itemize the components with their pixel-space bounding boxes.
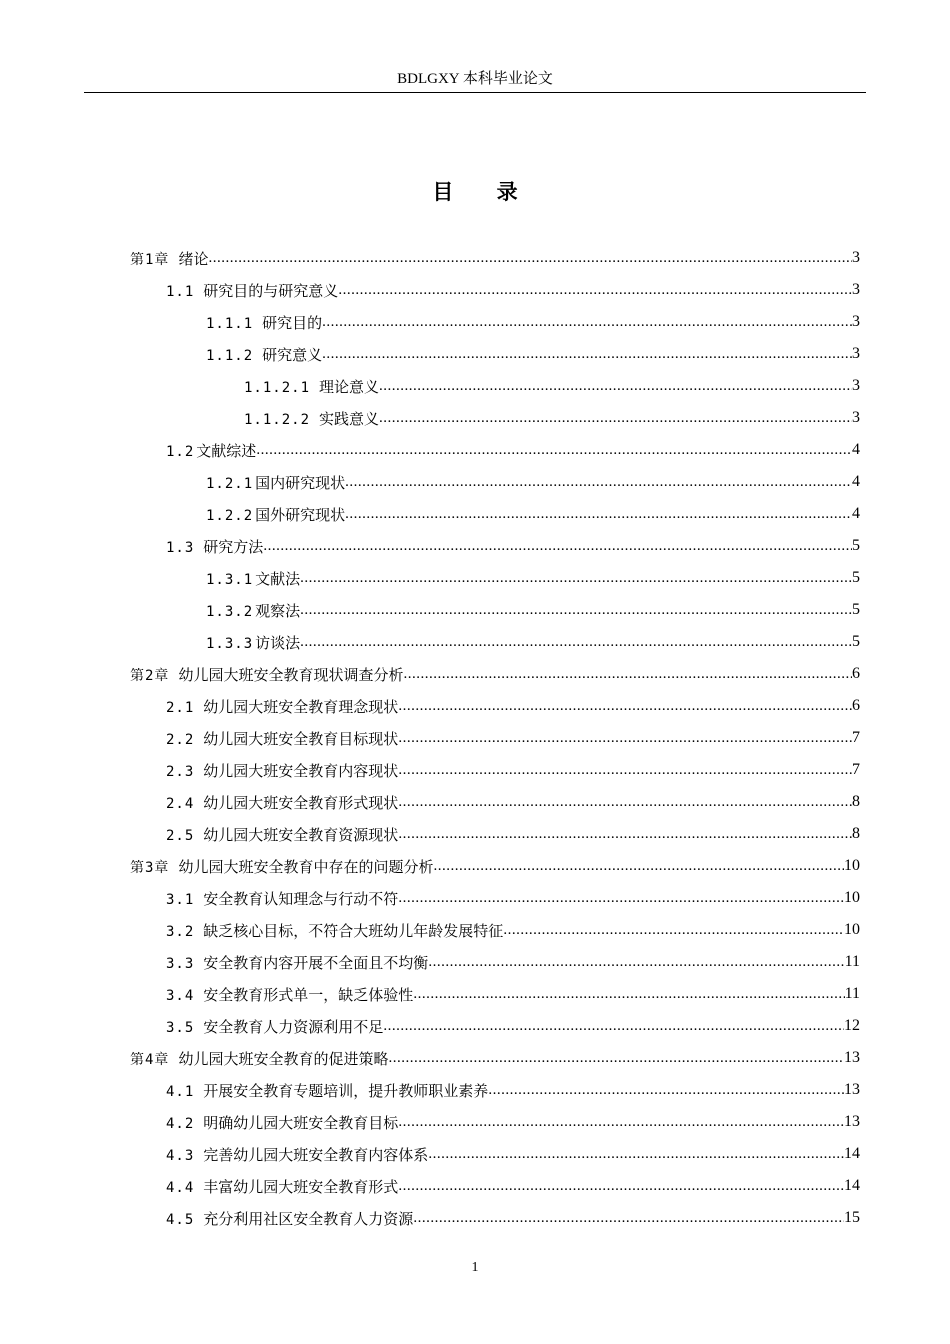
toc-entry-number: 2.2 (166, 731, 195, 748)
toc-entry-number: 第1章 (130, 251, 170, 268)
toc-dot-leader (428, 1146, 844, 1163)
toc-entry-label (166, 696, 398, 717)
toc-entry[interactable] (166, 1138, 860, 1170)
toc-dot-leader (403, 666, 852, 683)
toc-entry[interactable] (166, 434, 860, 466)
toc-entry-label (206, 472, 345, 493)
toc-entry-number: 1.1 (166, 283, 195, 300)
toc-entry-page: 5 (852, 633, 860, 650)
toc-entry[interactable] (166, 530, 860, 562)
toc-entry-page: 3 (852, 281, 860, 298)
toc-entry-page: 3 (852, 409, 860, 426)
toc-entry-page: 3 (852, 313, 860, 330)
toc-entry-page: 14 (844, 1145, 860, 1162)
toc-entry-label (206, 568, 300, 589)
toc-entry-label (166, 280, 338, 301)
toc-entry-text: 安全教育人力资源利用不足 (203, 1017, 384, 1036)
toc-entry-label (244, 376, 379, 397)
toc-entry-text: 丰富幼儿园大班安全教育形式 (203, 1177, 399, 1196)
toc-entry[interactable] (166, 1010, 860, 1042)
toc-entry-label (166, 888, 398, 909)
toc-entry-number: 1.1.1 (206, 315, 254, 332)
toc-entry-text: 文献综述 (196, 441, 257, 460)
toc-dot-leader (503, 922, 844, 939)
toc-dot-leader (398, 1178, 844, 1195)
toc-entry-number: 3.5 (166, 1019, 195, 1036)
toc-entry-page: 4 (852, 505, 860, 522)
toc-entry-label (166, 792, 398, 813)
toc-entry[interactable] (166, 1202, 860, 1234)
toc-entry-text: 充分利用社区安全教育人力资源 (203, 1209, 414, 1228)
toc-entry[interactable] (206, 594, 860, 626)
toc-entry[interactable] (166, 722, 860, 754)
toc-entry[interactable] (166, 818, 860, 850)
toc-entry-number: 1.2.1 (206, 475, 254, 492)
toc-entry-page: 11 (844, 953, 860, 970)
toc-entry-number: 第2章 (130, 667, 170, 684)
toc-entry-page: 5 (852, 537, 860, 554)
toc-entry-label (166, 1176, 398, 1197)
toc-entry[interactable] (244, 402, 860, 434)
toc-entry-label (166, 760, 398, 781)
toc-entry-number: 1.2.2 (206, 507, 254, 524)
toc-entry-page: 13 (844, 1113, 860, 1130)
toc-entry-page: 4 (852, 473, 860, 490)
toc-entry-text: 安全教育认知理念与行动不符 (203, 889, 399, 908)
toc-entry-text: 研究意义 (262, 345, 323, 364)
toc-dot-leader (413, 986, 844, 1003)
toc-title: 目 录 (432, 180, 536, 204)
toc-entry-label (166, 728, 398, 749)
toc-entry-label (166, 920, 503, 941)
toc-entry-text: 安全教育内容开展不全面且不均衡 (203, 953, 429, 972)
toc-entry-text: 幼儿园大班安全教育的促进策略 (178, 1049, 389, 1068)
toc-entry-number: 3.4 (166, 987, 195, 1004)
toc-entry-label (206, 312, 322, 333)
toc-dot-leader (345, 506, 852, 523)
toc-entry-text: 幼儿园大班安全教育形式现状 (203, 793, 399, 812)
toc-entry-label (166, 1080, 488, 1101)
toc-entry-page: 6 (852, 697, 860, 714)
toc-entry-number: 4.3 (166, 1147, 195, 1164)
toc-dot-leader (398, 890, 844, 907)
toc-entry-page: 12 (844, 1017, 860, 1034)
toc-entry-number: 2.1 (166, 699, 195, 716)
toc-entry-text: 理论意义 (319, 377, 380, 396)
toc-entry[interactable] (206, 338, 860, 370)
toc-entry-page: 10 (844, 889, 860, 906)
toc-entry-label (166, 1144, 428, 1165)
toc-dot-leader (433, 858, 844, 875)
toc-dot-leader (428, 954, 844, 971)
toc-entry-text: 国外研究现状 (255, 505, 346, 524)
toc-entry[interactable] (166, 882, 860, 914)
toc-entry[interactable] (244, 370, 860, 402)
toc-entry[interactable] (130, 1042, 860, 1074)
toc-entry[interactable] (166, 690, 860, 722)
toc-entry[interactable] (206, 306, 860, 338)
toc-entry-label (206, 632, 300, 653)
toc-entry[interactable] (166, 1170, 860, 1202)
toc-entry-label (130, 1048, 388, 1069)
toc-entry-text: 研究目的 (262, 313, 323, 332)
toc-dot-leader (322, 314, 852, 331)
toc-entry[interactable] (166, 786, 860, 818)
toc-entry-page: 4 (852, 441, 860, 458)
toc-dot-leader (398, 1114, 844, 1131)
toc-entry-page: 10 (844, 857, 860, 874)
toc-entry-text: 幼儿园大班安全教育中存在的问题分析 (178, 857, 434, 876)
toc-entry-page: 11 (844, 985, 860, 1002)
toc-entry-text: 缺乏核心目标，不符合大班幼儿年龄发展特征 (203, 921, 504, 940)
toc-dot-leader (383, 1018, 844, 1035)
toc-entry-number: 1.3 (166, 539, 195, 556)
toc-entry-text: 研究方法 (203, 537, 264, 556)
toc-entry-number: 4.5 (166, 1211, 195, 1228)
toc-entry-page: 7 (852, 761, 860, 778)
toc-entry-number: 2.4 (166, 795, 195, 812)
toc-entry-text: 访谈法 (255, 633, 301, 652)
toc-entry-number: 2.3 (166, 763, 195, 780)
toc-entry[interactable] (166, 754, 860, 786)
toc-dot-leader (300, 570, 852, 587)
toc-entry-text: 绪论 (178, 249, 209, 268)
toc-entry-text: 国内研究现状 (255, 473, 346, 492)
toc-entry-label (130, 248, 208, 269)
toc-dot-leader (398, 730, 852, 747)
toc-entry-number: 4.2 (166, 1115, 195, 1132)
toc-entry-page: 14 (844, 1177, 860, 1194)
toc-dot-leader (300, 602, 852, 619)
toc-entry[interactable] (206, 562, 860, 594)
toc-entry-page: 5 (852, 569, 860, 586)
toc-entry-page: 8 (852, 825, 860, 842)
toc-entry[interactable] (166, 1106, 860, 1138)
toc-entry-text: 安全教育形式单一，缺乏体验性 (203, 985, 414, 1004)
toc-dot-leader (413, 1210, 844, 1227)
toc-entry-number: 2.5 (166, 827, 195, 844)
toc-dot-leader (398, 698, 852, 715)
toc-dot-leader (345, 474, 852, 491)
toc-entry-label (130, 856, 433, 877)
toc-entry-number: 3.3 (166, 955, 195, 972)
toc-entry-label (166, 1208, 413, 1229)
toc-entry-page: 3 (852, 345, 860, 362)
toc-entry-text: 开展安全教育专题培训，提升教师职业素养 (203, 1081, 489, 1100)
toc-entry-number: 1.3.1 (206, 571, 254, 588)
toc-entry-number: 1.3.3 (206, 635, 254, 652)
toc-entry-number: 第3章 (130, 859, 170, 876)
toc-entry-text: 完善幼儿园大班安全教育内容体系 (203, 1145, 429, 1164)
toc-dot-leader (379, 378, 852, 395)
toc-entry-page: 5 (852, 601, 860, 618)
toc-entry[interactable] (206, 466, 860, 498)
toc-entry-label (166, 440, 256, 461)
toc-entry-text: 明确幼儿园大班安全教育目标 (203, 1113, 399, 1132)
toc-dot-leader (398, 762, 852, 779)
toc-dot-leader (398, 794, 852, 811)
toc-entry[interactable] (166, 274, 860, 306)
toc-entry-text: 研究目的与研究意义 (203, 281, 339, 300)
toc-entry-label (166, 952, 428, 973)
page-header: BDLGXY 本科毕业论文 (84, 66, 866, 93)
toc-entry[interactable] (166, 946, 860, 978)
toc-entry-number: 1.3.2 (206, 603, 254, 620)
toc-entry[interactable] (206, 498, 860, 530)
toc-dot-leader (300, 634, 852, 651)
toc-dot-leader (488, 1082, 844, 1099)
toc-entry-number: 3.1 (166, 891, 195, 908)
toc-entry-page: 3 (852, 249, 860, 266)
toc-dot-leader (388, 1050, 844, 1067)
toc-dot-leader (208, 250, 852, 267)
toc-entry-page: 3 (852, 377, 860, 394)
toc-entry-text: 幼儿园大班安全教育理念现状 (203, 697, 399, 716)
toc-entry-label (166, 536, 263, 557)
toc-dot-leader (379, 410, 852, 427)
toc-entry[interactable] (166, 914, 860, 946)
toc-entry-page: 7 (852, 729, 860, 746)
toc-entry[interactable] (130, 850, 860, 882)
toc-entry-text: 幼儿园大班安全教育现状调查分析 (178, 665, 404, 684)
toc-entry-page: 13 (844, 1049, 860, 1066)
toc-entry[interactable] (166, 978, 860, 1010)
toc-entry-number: 3.2 (166, 923, 195, 940)
toc-entry-label (166, 824, 398, 845)
toc-dot-leader (338, 282, 852, 299)
toc-entry-page: 15 (844, 1209, 860, 1226)
toc-entry-page: 10 (844, 921, 860, 938)
toc-entry[interactable] (130, 658, 860, 690)
toc-entry-number: 1.1.2 (206, 347, 254, 364)
toc-entry-label (130, 664, 403, 685)
toc-entry-text: 观察法 (255, 601, 301, 620)
toc-entry-number: 第4章 (130, 1051, 170, 1068)
toc-dot-leader (322, 346, 852, 363)
toc-entry-label (206, 344, 322, 365)
toc-entry[interactable] (130, 242, 860, 274)
page-number: 1 (471, 1260, 479, 1275)
toc-entry-label (166, 1016, 383, 1037)
toc-entry-number: 1.1.2.1 (244, 379, 311, 396)
toc-dot-leader (256, 442, 852, 459)
toc-entry[interactable] (166, 1074, 860, 1106)
toc-entry-text: 实践意义 (319, 409, 380, 428)
toc-entry[interactable] (206, 626, 860, 658)
toc-entry-number: 4.4 (166, 1179, 195, 1196)
toc-entry-number: 1.2 (166, 443, 195, 460)
toc-entry-label (244, 408, 379, 429)
toc-entry-label (166, 984, 413, 1005)
toc-entry-text: 幼儿园大班安全教育内容现状 (203, 761, 399, 780)
toc-dot-leader (398, 826, 852, 843)
toc-entry-page: 13 (844, 1081, 860, 1098)
toc-entry-text: 文献法 (255, 569, 301, 588)
toc-entry-text: 幼儿园大班安全教育资源现状 (203, 825, 399, 844)
toc-entry-label (166, 1112, 398, 1133)
toc-entry-page: 8 (852, 793, 860, 810)
toc-dot-leader (263, 538, 852, 555)
toc-entry-number: 4.1 (166, 1083, 195, 1100)
toc-entry-page: 6 (852, 665, 860, 682)
toc-entry-number: 1.1.2.2 (244, 411, 311, 428)
toc-entry-label (206, 504, 345, 525)
toc-entry-text: 幼儿园大班安全教育目标现状 (203, 729, 399, 748)
toc-entry-label (206, 600, 300, 621)
